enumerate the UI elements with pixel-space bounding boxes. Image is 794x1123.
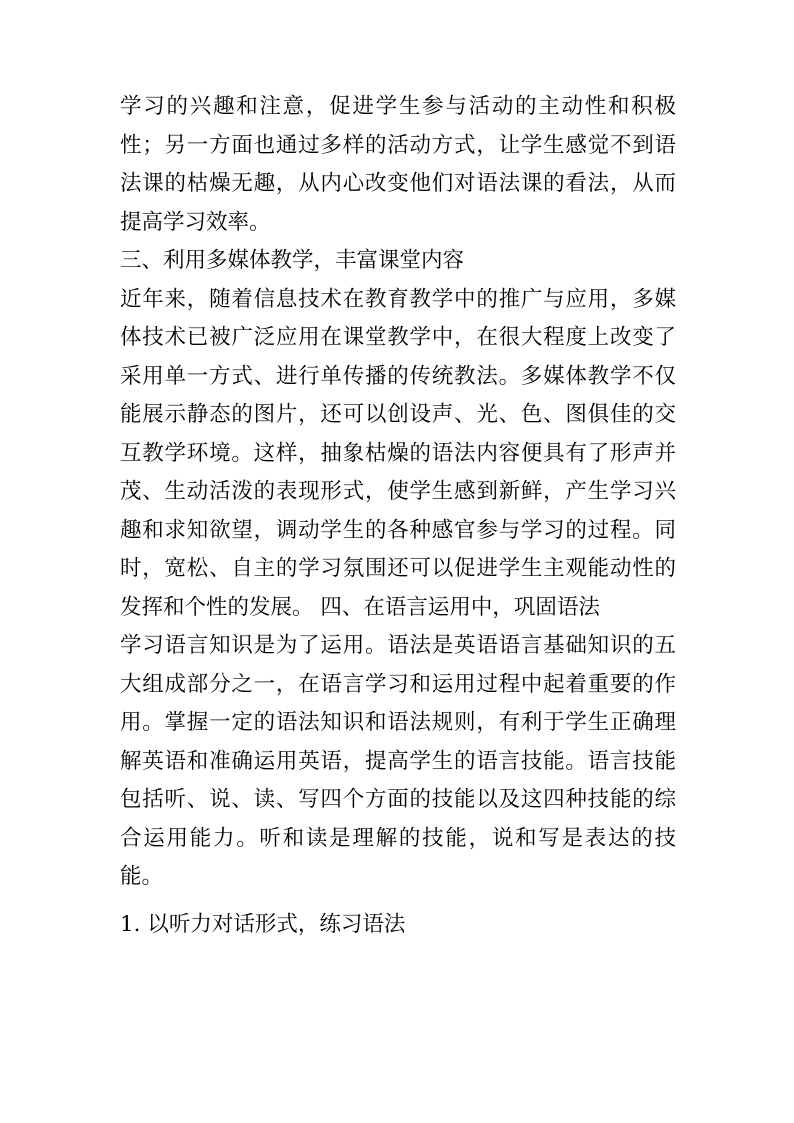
text-line: 学习的兴趣和注意，促进学生参与活动的主动性和积极 [120,94,676,119]
subsection-heading: 1. 以听力对话形式，练习语法 [120,911,406,937]
text-line: 茂、生动活泼的表现形式，使学生感到新鲜，产生学习兴 [120,479,676,504]
body-text [120,88,676,944]
section-heading-3: 三、利用多媒体教学，丰富课堂内容 [120,248,465,273]
text-line: 用。掌握一定的语法知识和语法规则，有利于学生正确理 [120,710,676,735]
text-line: 趣和求知欲望，调动学生的各种感官参与学习的过程。同 [120,517,676,543]
text-line: 性；另一方面也通过多样的活动方式，让学生感觉不到语 [120,132,676,158]
text-line: 能展示静态的图片，还可以创设声、光、色、图俱佳的交 [120,402,676,427]
text-line: 互教学环境。这样，抽象枯燥的语法内容便具有了形声并 [120,440,676,466]
text-line: 合运用能力。听和读是理解的技能，说和写是表达的技 [120,825,676,851]
text-line: 采用单一方式、进行单传播的传统教法。多媒体教学不仅 [120,363,676,389]
text-line: 体技术已被广泛应用在课堂教学中，在很大程度上改变了 [120,325,676,350]
text-line: 能。 [120,864,164,889]
text-line: 包括听、说、读、写四个方面的技能以及这四种技能的综 [120,787,676,812]
text-line: 解英语和准确运用英语，提高学生的语言技能。语言技能 [120,748,676,774]
text-line: 近年来，随着信息技术在教育教学中的推广与应用，多媒 [120,286,676,312]
text-line: 学习语言知识是为了运用。语法是英语语言基础知识的五 [120,633,676,658]
text-line: 提高学习效率。 [120,209,271,235]
text-line-with-heading-4: 发挥和个性的发展。 四、在语言运用中，巩固语法 [120,594,600,620]
text-line: 大组成部分之一，在语言学习和运用过程中起着重要的作 [120,671,676,697]
text-line: 时，宽松、自主的学习氛围还可以促进学生主观能动性的 [120,556,676,581]
text-line: 法课的枯燥无趣，从内心改变他们对语法课的看法，从而 [120,171,676,196]
